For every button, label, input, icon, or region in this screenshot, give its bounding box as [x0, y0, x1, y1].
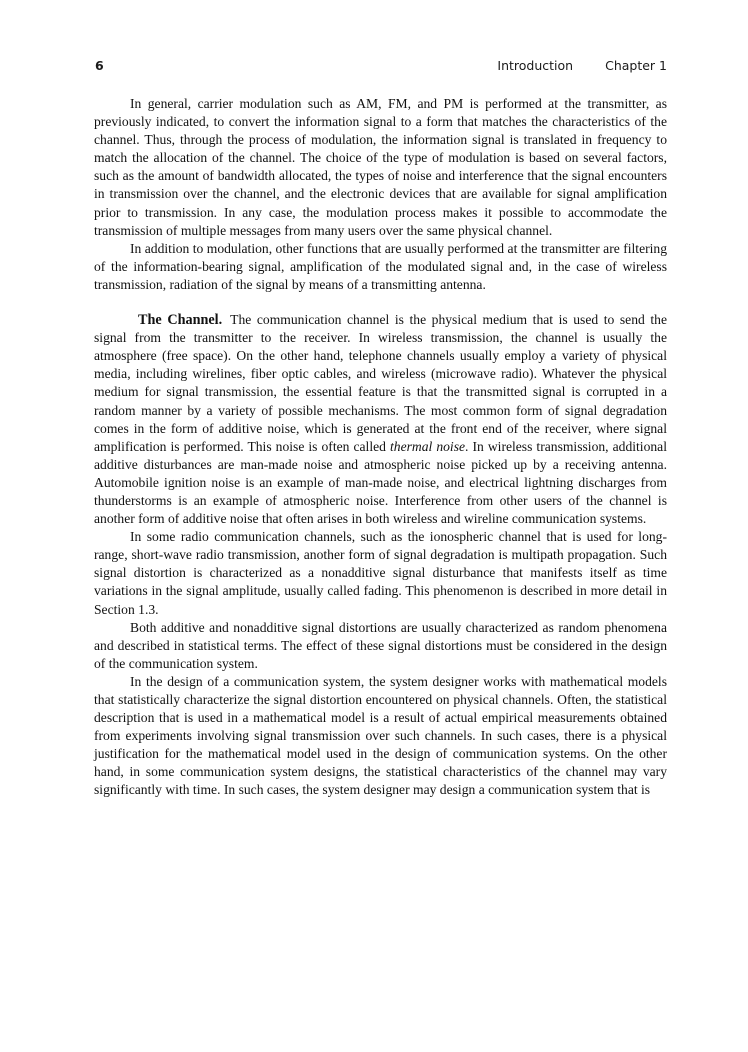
paragraph-channel-text-a: The communication channel is the physical medium that is used to send the signal from the transmitter to the receiver. In wireless transmission, the channel is usually the atmosphere (free space). On the other hand, telephone channels usually employ a variety of physical media, including wirelines, fiber optic cables, and wireless (microwave radio). Whatever the physical medium for signal transmission, the essential feature is that the transmitted signal is corrupted in a random manner by a variety of possible mechanisms. The most common form of signal degradation comes in the form of additive noise, which is generated at the front end of the receiver, where signal amplification is performed. This noise is often called: [94, 312, 667, 454]
running-head: [497, 58, 667, 73]
paragraph-channel: [94, 311, 667, 528]
page-header: [95, 58, 667, 78]
running-head-chapter: Chapter 1: [605, 58, 667, 73]
paragraph-distortions: Both additive and nonadditive signal distortions are usually characterized as random phenomena and described in statistical terms. The effect of these signal distortions must be considered in the design of the communication system.: [94, 619, 667, 671]
paragraph-modulation: In general, carrier modulation such as AM, FM, and PM is performed at the transmitter, as previously indicated, to convert the information signal to a form that matches the characteristics of the channel. Thus, through the process of modulation, the information signal is translated in frequency to match the allocation of the channel. The choice of the type of modulation is based on several factors, such as the amount of bandwidth allocated, the types of noise and interference that the signal encounters in transmission over the channel, and the electronic devices that are available for signal amplification prior to transmission. In any case, the modulation process makes it possible to accommodate the transmission of multiple messages from many users over the same physical channel.: [94, 96, 667, 238]
term-thermal-noise: thermal noise: [390, 438, 466, 454]
body-text: [94, 95, 667, 800]
section-heading-channel: The Channel.: [138, 312, 223, 329]
paragraph-channel-text-b: . In wireless transmission, additional additive disturbances are man-made noise and atmospheric noise picked up by a receiving antenna. Automobile ignition noise is an example of man-made noise, and electrical lightning discharges from thunderstorms is an example of atmospheric noise. Interference from other users of the channel is another form of additive noise that often arises in both wireless and wireline communication systems.: [94, 438, 667, 527]
page-number: 6: [95, 58, 104, 73]
running-head-section: Introduction: [497, 58, 574, 73]
paragraph-multipath: In some radio communication channels, such as the ionospheric channel that is used for long-range, short-wave radio transmission, another form of signal degradation is multipath propagation. Such signal distortion is characterized as a nonadditive signal disturbance that manifests itself as time variations in the signal amplitude, usually called fading. This phenomenon is described in more detail in Section 1.3.: [94, 529, 667, 617]
paragraph-models: In the design of a communication system, the system designer works with mathematical models that statistically characterize the signal distortion encountered on physical channels. Often, the statistical description that is used in a mathematical model is a result of actual empirical measurements obtained from experiments involving signal transmission over such channels. In such cases, there is a physical justification for the mathematical model used in the design of communication systems. On the other hand, in some communication system designs, the statistical characteristics of the channel may vary significantly with time. In such cases, the system designer may design a communication system that is: [94, 673, 667, 798]
paragraph-transmitter-functions: In addition to modulation, other functions that are usually performed at the transmitter are filtering of the information-bearing signal, amplification of the modulated signal and, in the case of wireless transmission, radiation of the signal by means of a transmitting antenna.: [94, 240, 667, 292]
